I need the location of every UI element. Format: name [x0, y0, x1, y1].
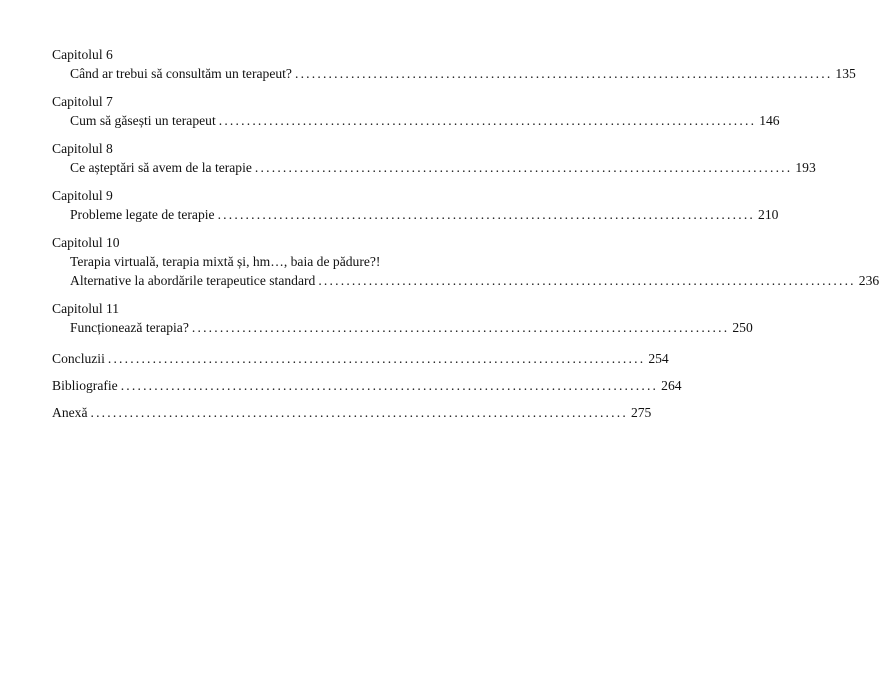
dot-leader: ................................................................................................ — [217, 207, 756, 222]
toc-entry — [52, 158, 816, 177]
toc-entry — [52, 271, 879, 290]
page-number: 264 — [661, 378, 682, 393]
page-number: 146 — [759, 113, 780, 128]
chapter-label: Capitolul 6 — [52, 47, 113, 62]
entry-title-line-1: Terapia virtuală, terapia mixtă și, hm…, baia de pădure?! — [70, 254, 381, 269]
table-of-contents — [52, 45, 879, 430]
toc-entry — [52, 205, 779, 224]
chapter-label: Capitolul 10 — [52, 235, 120, 250]
toc-chapter-9 — [52, 186, 779, 224]
toc-entry-bibliografie — [52, 376, 682, 395]
page-number: 275 — [630, 405, 652, 420]
toc-entry — [52, 318, 753, 337]
dot-leader: ................................................................................................ — [107, 351, 646, 366]
page-number: 254 — [648, 351, 669, 366]
toc-chapter-10 — [52, 233, 879, 290]
dot-leader: ................................................................................................ — [191, 320, 730, 335]
dot-leader: ................................................................................................ — [318, 273, 856, 288]
page-number: 250 — [732, 320, 753, 335]
entry-title: Când ar trebui să consultăm un terapeut? — [70, 66, 292, 81]
toc-entry-concluzii — [52, 349, 669, 368]
dot-leader: ................................................................................................ — [90, 405, 628, 420]
toc-entry — [52, 111, 780, 130]
entry-title: Alternative la abordările terapeutice standard — [70, 273, 316, 288]
toc-chapter-7 — [52, 92, 780, 130]
page-number: 210 — [758, 207, 779, 222]
page-number: 135 — [835, 66, 856, 81]
entry-title: Anexă — [52, 405, 88, 420]
back-matter — [52, 349, 682, 422]
page-number: 193 — [795, 160, 816, 175]
toc-entry-anexa — [52, 403, 652, 422]
toc-entry — [52, 64, 856, 83]
dot-leader: ................................................................................................ — [120, 378, 659, 393]
chapter-label: Capitolul 11 — [52, 301, 120, 316]
entry-title: Ce așteptări să avem de la terapie — [70, 160, 252, 175]
entry-title: Probleme legate de terapie — [70, 207, 215, 222]
entry-title: Bibliografie — [52, 378, 118, 393]
toc-chapter-8 — [52, 139, 816, 177]
chapter-label: Capitolul 9 — [52, 188, 113, 203]
entry-title: Cum să găsești un terapeut — [70, 113, 216, 128]
entry-title: Funcționează terapia? — [70, 320, 189, 335]
toc-chapter-11 — [52, 299, 753, 337]
page-number: 236 — [858, 273, 879, 288]
chapter-label: Capitolul 8 — [52, 141, 113, 156]
toc-chapter-6 — [52, 45, 856, 83]
dot-leader: ................................................................................................ — [254, 160, 793, 175]
dot-leader: ................................................................................................ — [294, 66, 833, 81]
entry-title: Concluzii — [52, 351, 105, 366]
chapter-label: Capitolul 7 — [52, 94, 113, 109]
dot-leader: ................................................................................................ — [218, 113, 757, 128]
